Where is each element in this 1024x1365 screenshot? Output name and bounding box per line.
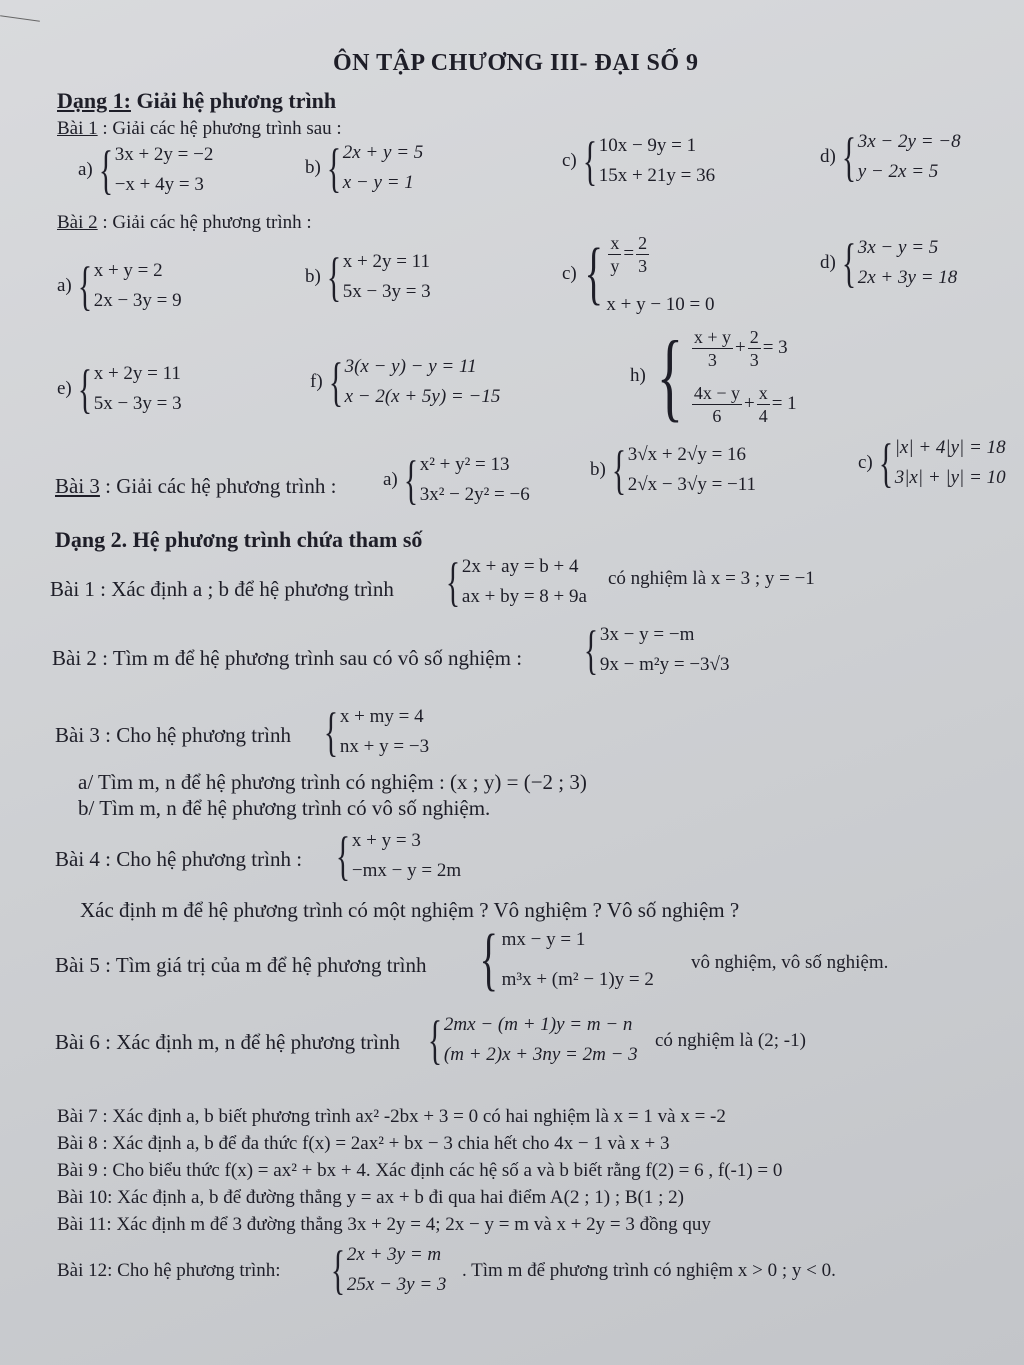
d2-bai1-text: Bài 1 : Xác định a ; b để hệ phương trình (50, 577, 394, 601)
d2-bai6-text: Bài 6 : Xác định m, n để hệ phương trình (55, 1030, 401, 1054)
plus-sign: + (734, 337, 746, 358)
sys-label: b) (305, 157, 321, 178)
sys-label: c) (562, 263, 577, 284)
eq-line-2: y − 2x = 5 (857, 161, 939, 182)
eq-line-1: |x| + 4|y| = 18 (894, 437, 1006, 458)
d2-bai2-system (578, 620, 729, 680)
d2-bai10: Bài 10: Xác định a, b để đường thẳng y = ax + b đi qua hai điểm A(2 ; 1) ; B(1 ; 2) (57, 1187, 684, 1208)
d2-bai11: Bài 11: Xác định m để 3 đường thẳng 3x + 2y = 4; 2x − y = m và x + 2y = 3 đồng quy (57, 1214, 711, 1235)
eq-sign: = (623, 243, 635, 264)
d1-bai3-title (55, 474, 336, 499)
eq-line-2: −x + 4y = 3 (114, 174, 204, 195)
eq-line-2: 2√x − 3√y = −11 (627, 474, 757, 495)
eq-line-1: 3x − 2y = −8 (857, 131, 961, 152)
eq-line-2: x − 2(x + 5y) = −15 (344, 386, 501, 407)
brace-icon: { (328, 352, 343, 412)
d1-bai2-b (305, 247, 431, 307)
page-title: ÔN TẬP CHƯƠNG III- ĐẠI SỐ 9 (333, 50, 699, 76)
d1-bai3-text: : Giải các hệ phương trình : (99, 474, 337, 498)
eq-line-2: 5x − 3y = 3 (93, 393, 182, 414)
frac-den: 3 (749, 349, 759, 370)
frac-num: 2 (638, 232, 648, 253)
eq-line-2: nx + y = −3 (339, 736, 430, 757)
eq-line-2: (m + 2)x + 3ny = 2m − 3 (443, 1044, 638, 1065)
brace-icon: { (583, 620, 599, 680)
dang2-heading: Dạng 2. Hệ phương trình chứa tham số (55, 527, 423, 552)
d2-bai5-system (472, 921, 654, 998)
brace-icon: { (841, 127, 856, 187)
frac-num: x (610, 232, 620, 253)
brace-icon: { (582, 131, 597, 191)
sys-label: h) (630, 365, 646, 386)
eq-line-1: x + y = 3 (351, 830, 421, 851)
eq-line-2: 3|x| + |y| = 10 (894, 467, 1006, 488)
d1-bai2-text: : Giải các hệ phương trình : (97, 212, 312, 233)
eq-line-2: 2x − 3y = 9 (93, 290, 182, 311)
d1-bai1-text: : Giải các hệ phương trình sau : (97, 118, 342, 139)
brace-icon: { (323, 702, 339, 762)
brace-icon: { (878, 433, 893, 493)
brace-icon: { (841, 233, 856, 293)
eq-line-2: x + y − 10 = 0 (606, 294, 715, 315)
eq-line-1: 3(x − y) − y = 11 (344, 356, 477, 377)
frac-num: 2 (749, 326, 759, 347)
d1-bai3-label: Bài 3 (55, 474, 100, 498)
sys-label: a) (57, 275, 72, 296)
d2-bai3-a: a/ Tìm m, n để hệ phương trình có nghiệm : (x ; y) = (−2 ; 3) (78, 770, 587, 794)
eq-line-1: 2mx − (m + 1)y = m − n (443, 1014, 633, 1035)
eq-line-1: 2x + ay = b + 4 (461, 556, 579, 577)
plus-sign: + (743, 393, 755, 414)
eq-rhs: = 1 (771, 393, 797, 414)
sys-label: a) (78, 159, 93, 180)
sys-label: f) (310, 371, 323, 392)
eq-line-1: 10x − 9y = 1 (598, 135, 697, 156)
sys-label: c) (858, 452, 873, 473)
d2-bai3-system (318, 702, 429, 762)
eq-line-2: 15x + 21y = 36 (598, 165, 716, 186)
d1-bai1-label: Bài 1 (57, 118, 98, 139)
brace-icon: { (479, 921, 499, 998)
brace-icon: { (98, 140, 113, 200)
eq-line-2: 2x + 3y = 18 (857, 267, 958, 288)
dang1-text: Giải hệ phương trình (130, 88, 337, 113)
sys-label: d) (820, 146, 836, 167)
d2-bai7: Bài 7 : Xác định a, b biết phương trình ax² -2bx + 3 = 0 có hai nghiệm là x = 1 và x = -2 (57, 1106, 726, 1127)
eq-line-2: 9x − m²y = −3√3 (599, 654, 730, 675)
d1-bai3-b (590, 440, 756, 500)
eq-line-1: x + y = 2 (93, 260, 163, 281)
sys-label: a) (383, 469, 398, 490)
eq-line-1: 2x + 3y = m (346, 1244, 442, 1265)
d2-bai6-post: có nghiệm là (2; -1) (655, 1030, 806, 1051)
d2-bai5-post: vô nghiệm, vô số nghiệm. (691, 952, 889, 973)
d1-bai2-label: Bài 2 (57, 212, 98, 233)
eq-line-1: x + 2y = 11 (93, 363, 181, 384)
brace-icon: { (326, 247, 341, 307)
eq-line-2: −mx − y = 2m (351, 860, 462, 881)
corner-mark (0, 15, 40, 22)
frac-den: 3 (638, 255, 648, 276)
sys-label: c) (562, 150, 577, 171)
brace-icon: { (445, 552, 461, 612)
d2-bai4-question: Xác định m để hệ phương trình có một nghiệm ? Vô nghiệm ? Vô số nghiệm ? (80, 898, 740, 922)
frac-num: 4x − y (693, 382, 740, 403)
d1-bai2-e (57, 359, 182, 419)
brace-icon: { (427, 1010, 443, 1070)
d1-bai2-h (630, 322, 797, 430)
d2-bai1-post: có nghiệm là x = 3 ; y = −1 (608, 568, 815, 589)
d2-bai4-text: Bài 4 : Cho hệ phương trình : (55, 847, 303, 871)
dang1-label: Dạng 1: (57, 88, 131, 113)
d2-bai1-system (440, 552, 587, 612)
eq-line-1: 3x − y = 5 (857, 237, 939, 258)
frac-num: x (758, 382, 768, 403)
brace-icon: { (330, 1240, 346, 1300)
frac-den: 3 (707, 349, 717, 370)
d2-bai3-b: b/ Tìm m, n để hệ phương trình có vô số nghiệm. (78, 796, 491, 820)
d2-bai8: Bài 8 : Xác định a, b để đa thức f(x) = 2ax² + bx − 3 chia hết cho 4x − 1 và x + 3 (57, 1133, 670, 1154)
brace-icon: { (656, 320, 684, 431)
d1-bai2-f (310, 352, 500, 412)
d1-bai1-title (57, 118, 342, 140)
d1-bai2-d (820, 233, 957, 293)
brace-icon: { (611, 440, 626, 500)
d1-bai1-c (562, 131, 715, 191)
eq-line-1: x² + y² = 13 (419, 454, 510, 475)
brace-icon: { (335, 826, 351, 886)
d1-bai1-b (305, 138, 423, 198)
eq-line-1: x + 2y = 11 (342, 251, 430, 272)
d2-bai2-text: Bài 2 : Tìm m để hệ phương trình sau có vô số nghiệm : (52, 646, 523, 670)
d2-bai6-system (422, 1010, 638, 1070)
eq-line-1: 3√x + 2√y = 16 (627, 444, 747, 465)
sys-label: b) (305, 266, 321, 287)
eq-line-1: 2x + y = 5 (342, 142, 424, 163)
d1-bai2-c (562, 228, 715, 320)
sys-label: d) (820, 252, 836, 273)
eq-line-1: mx − y = 1 (501, 929, 586, 950)
eq-line-2: ax + by = 8 + 9a (461, 586, 587, 607)
d2-bai12-post: . Tìm m để phương trình có nghiệm x > 0 ; y < 0. (462, 1260, 836, 1281)
d1-bai3-c (858, 433, 1006, 493)
eq-line-1: 3x − y = −m (599, 624, 695, 645)
d1-bai2-a (57, 256, 182, 316)
frac-den: 4 (758, 405, 768, 426)
d1-bai3-a (383, 450, 530, 510)
d1-bai2-title (57, 212, 312, 234)
brace-icon: { (584, 235, 603, 312)
d2-bai5-text: Bài 5 : Tìm giá trị của m để hệ phương trình (55, 953, 427, 977)
d2-bai12-text: Bài 12: Cho hệ phương trình: (57, 1260, 281, 1281)
dang1-heading (57, 88, 336, 114)
eq-line-2 (690, 378, 797, 430)
sys-label: e) (57, 378, 72, 399)
frac-den: 6 (712, 405, 722, 426)
d2-bai4-system (330, 826, 461, 886)
d2-bai9: Bài 9 : Cho biểu thức f(x) = ax² + bx + 4. Xác định các hệ số a và b biết rằng f(2) = 6 , f(-1) = 0 (57, 1160, 783, 1181)
eq-line-1 (606, 228, 714, 280)
eq-line-2: 5x − 3y = 3 (342, 281, 431, 302)
brace-icon: { (77, 256, 92, 316)
eq-line-2: m³x + (m² − 1)y = 2 (501, 969, 654, 990)
eq-rhs: = 3 (762, 337, 788, 358)
d2-bai3-text: Bài 3 : Cho hệ phương trình (55, 723, 291, 747)
d1-bai1-d (820, 127, 961, 187)
eq-line-2: 3x² − 2y² = −6 (419, 484, 530, 505)
brace-icon: { (403, 450, 418, 510)
eq-line-1: 3x + 2y = −2 (114, 144, 214, 165)
eq-line-2: x − y = 1 (342, 172, 414, 193)
frac-den: y (610, 255, 620, 276)
eq-line-1: x + my = 4 (339, 706, 424, 727)
d2-bai12-system (325, 1240, 446, 1300)
sys-label: b) (590, 459, 606, 480)
frac-num: x + y (693, 326, 731, 347)
d1-bai1-a (78, 140, 213, 200)
brace-icon: { (326, 138, 341, 198)
eq-line-2: 25x − 3y = 3 (346, 1274, 447, 1295)
eq-line-1 (690, 322, 797, 374)
brace-icon: { (77, 359, 92, 419)
